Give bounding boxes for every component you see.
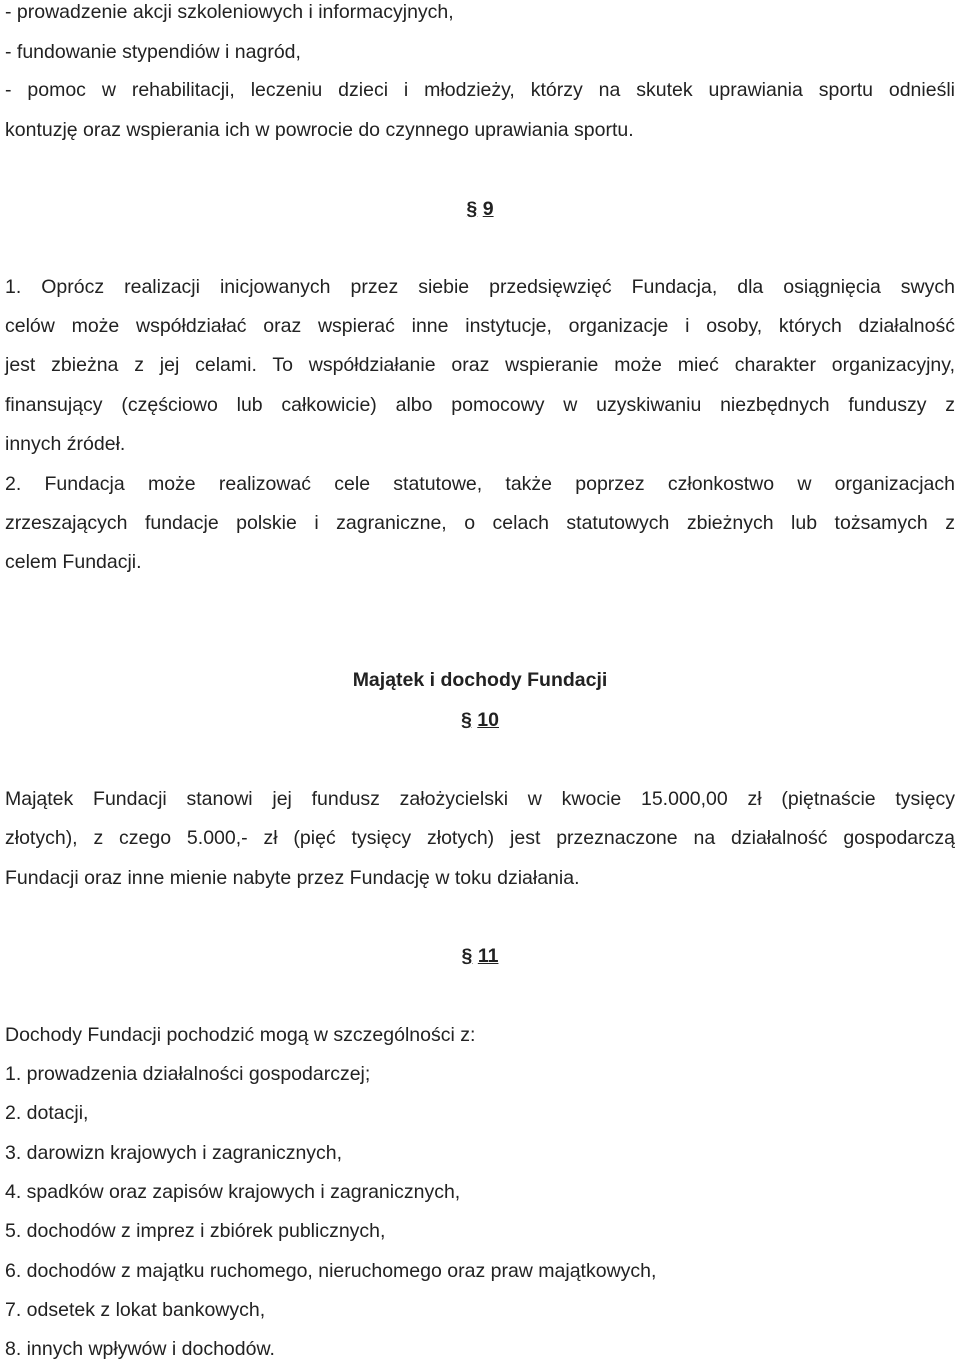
section-number: [0, 944, 960, 968]
list-item: 8. innych wpływów i dochodów.: [5, 1338, 275, 1360]
section-number-value: 11: [477, 945, 499, 967]
list-item: 2. dotacji,: [5, 1102, 89, 1124]
paragraph-line: 1. Oprócz realizacji inicjowanych przez siebie przedsięwzięć Fundacja, dla osiągnięcia swych: [5, 276, 955, 298]
paragraph-line: jest zbieżna z jej celami. To współdziałanie oraz wspieranie może mieć charakter organizacyjny,: [5, 354, 955, 376]
list-item: 6. dochodów z majątku ruchomego, nieruchomego oraz praw majątkowych,: [5, 1260, 657, 1282]
section-number: [0, 197, 960, 221]
section-heading: Majątek i dochody Fundacji: [352, 669, 608, 691]
paragraph-line: Fundacji oraz inne mienie nabyte przez Fundację w toku działania.: [5, 867, 580, 889]
section-mark: §: [461, 709, 472, 731]
paragraph-line: innych źródeł.: [5, 433, 126, 455]
section-number-value: 10: [477, 709, 499, 731]
section-mark: §: [466, 198, 478, 220]
paragraph-line: zrzeszających fundacje polskie i zagraniczne, o celach statutowych zbieżnych lub tożsamych z: [5, 512, 955, 534]
list-item: - pomoc w rehabilitacji, leczeniu dzieci i młodzieży, którzy na skutek uprawiania sportu odnieśli: [5, 79, 955, 101]
list-item: 7. odsetek z lokat bankowych,: [5, 1299, 266, 1321]
paragraph-line: celem Fundacji.: [5, 551, 142, 573]
list-item: 3. darowizn krajowych i zagranicznych,: [5, 1142, 343, 1164]
list-item: - fundowanie stypendiów i nagród,: [5, 41, 301, 63]
paragraph-line: finansujący (częściowo lub całkowicie) albo pomocowy w uzyskiwaniu niezbędnych funduszy z: [5, 394, 955, 416]
list-item: - prowadzenie akcji szkoleniowych i informacyjnych,: [5, 1, 454, 23]
paragraph-line: celów może współdziałać oraz wspierać inne instytucje, organizacje i osoby, których działalność: [5, 315, 955, 337]
paragraph-line: 2. Fundacja może realizować cele statutowe, także poprzez członkostwo w organizacjach: [5, 473, 955, 495]
list-item: 5. dochodów z imprez i zbiórek publicznych,: [5, 1220, 386, 1242]
paragraph-line: kontuzję oraz wspierania ich w powrocie do czynnego uprawiania sportu.: [5, 119, 634, 141]
list-item: 1. prowadzenia działalności gospodarczej;: [5, 1063, 371, 1085]
section-number: [0, 708, 960, 732]
paragraph-line: złotych), z czego 5.000,- zł (pięć tysięcy złotych) jest przeznaczone na działalność gospodarczą: [5, 827, 955, 849]
paragraph-line: Dochody Fundacji pochodzić mogą w szczególności z:: [5, 1024, 476, 1046]
paragraph-line: Majątek Fundacji stanowi jej fundusz założycielski w kwocie 15.000,00 zł (piętnaście tysięcy: [5, 788, 955, 810]
list-item: 4. spadków oraz zapisów krajowych i zagranicznych,: [5, 1181, 461, 1203]
section-number-value: 9: [482, 198, 494, 220]
section-mark: §: [461, 945, 473, 967]
